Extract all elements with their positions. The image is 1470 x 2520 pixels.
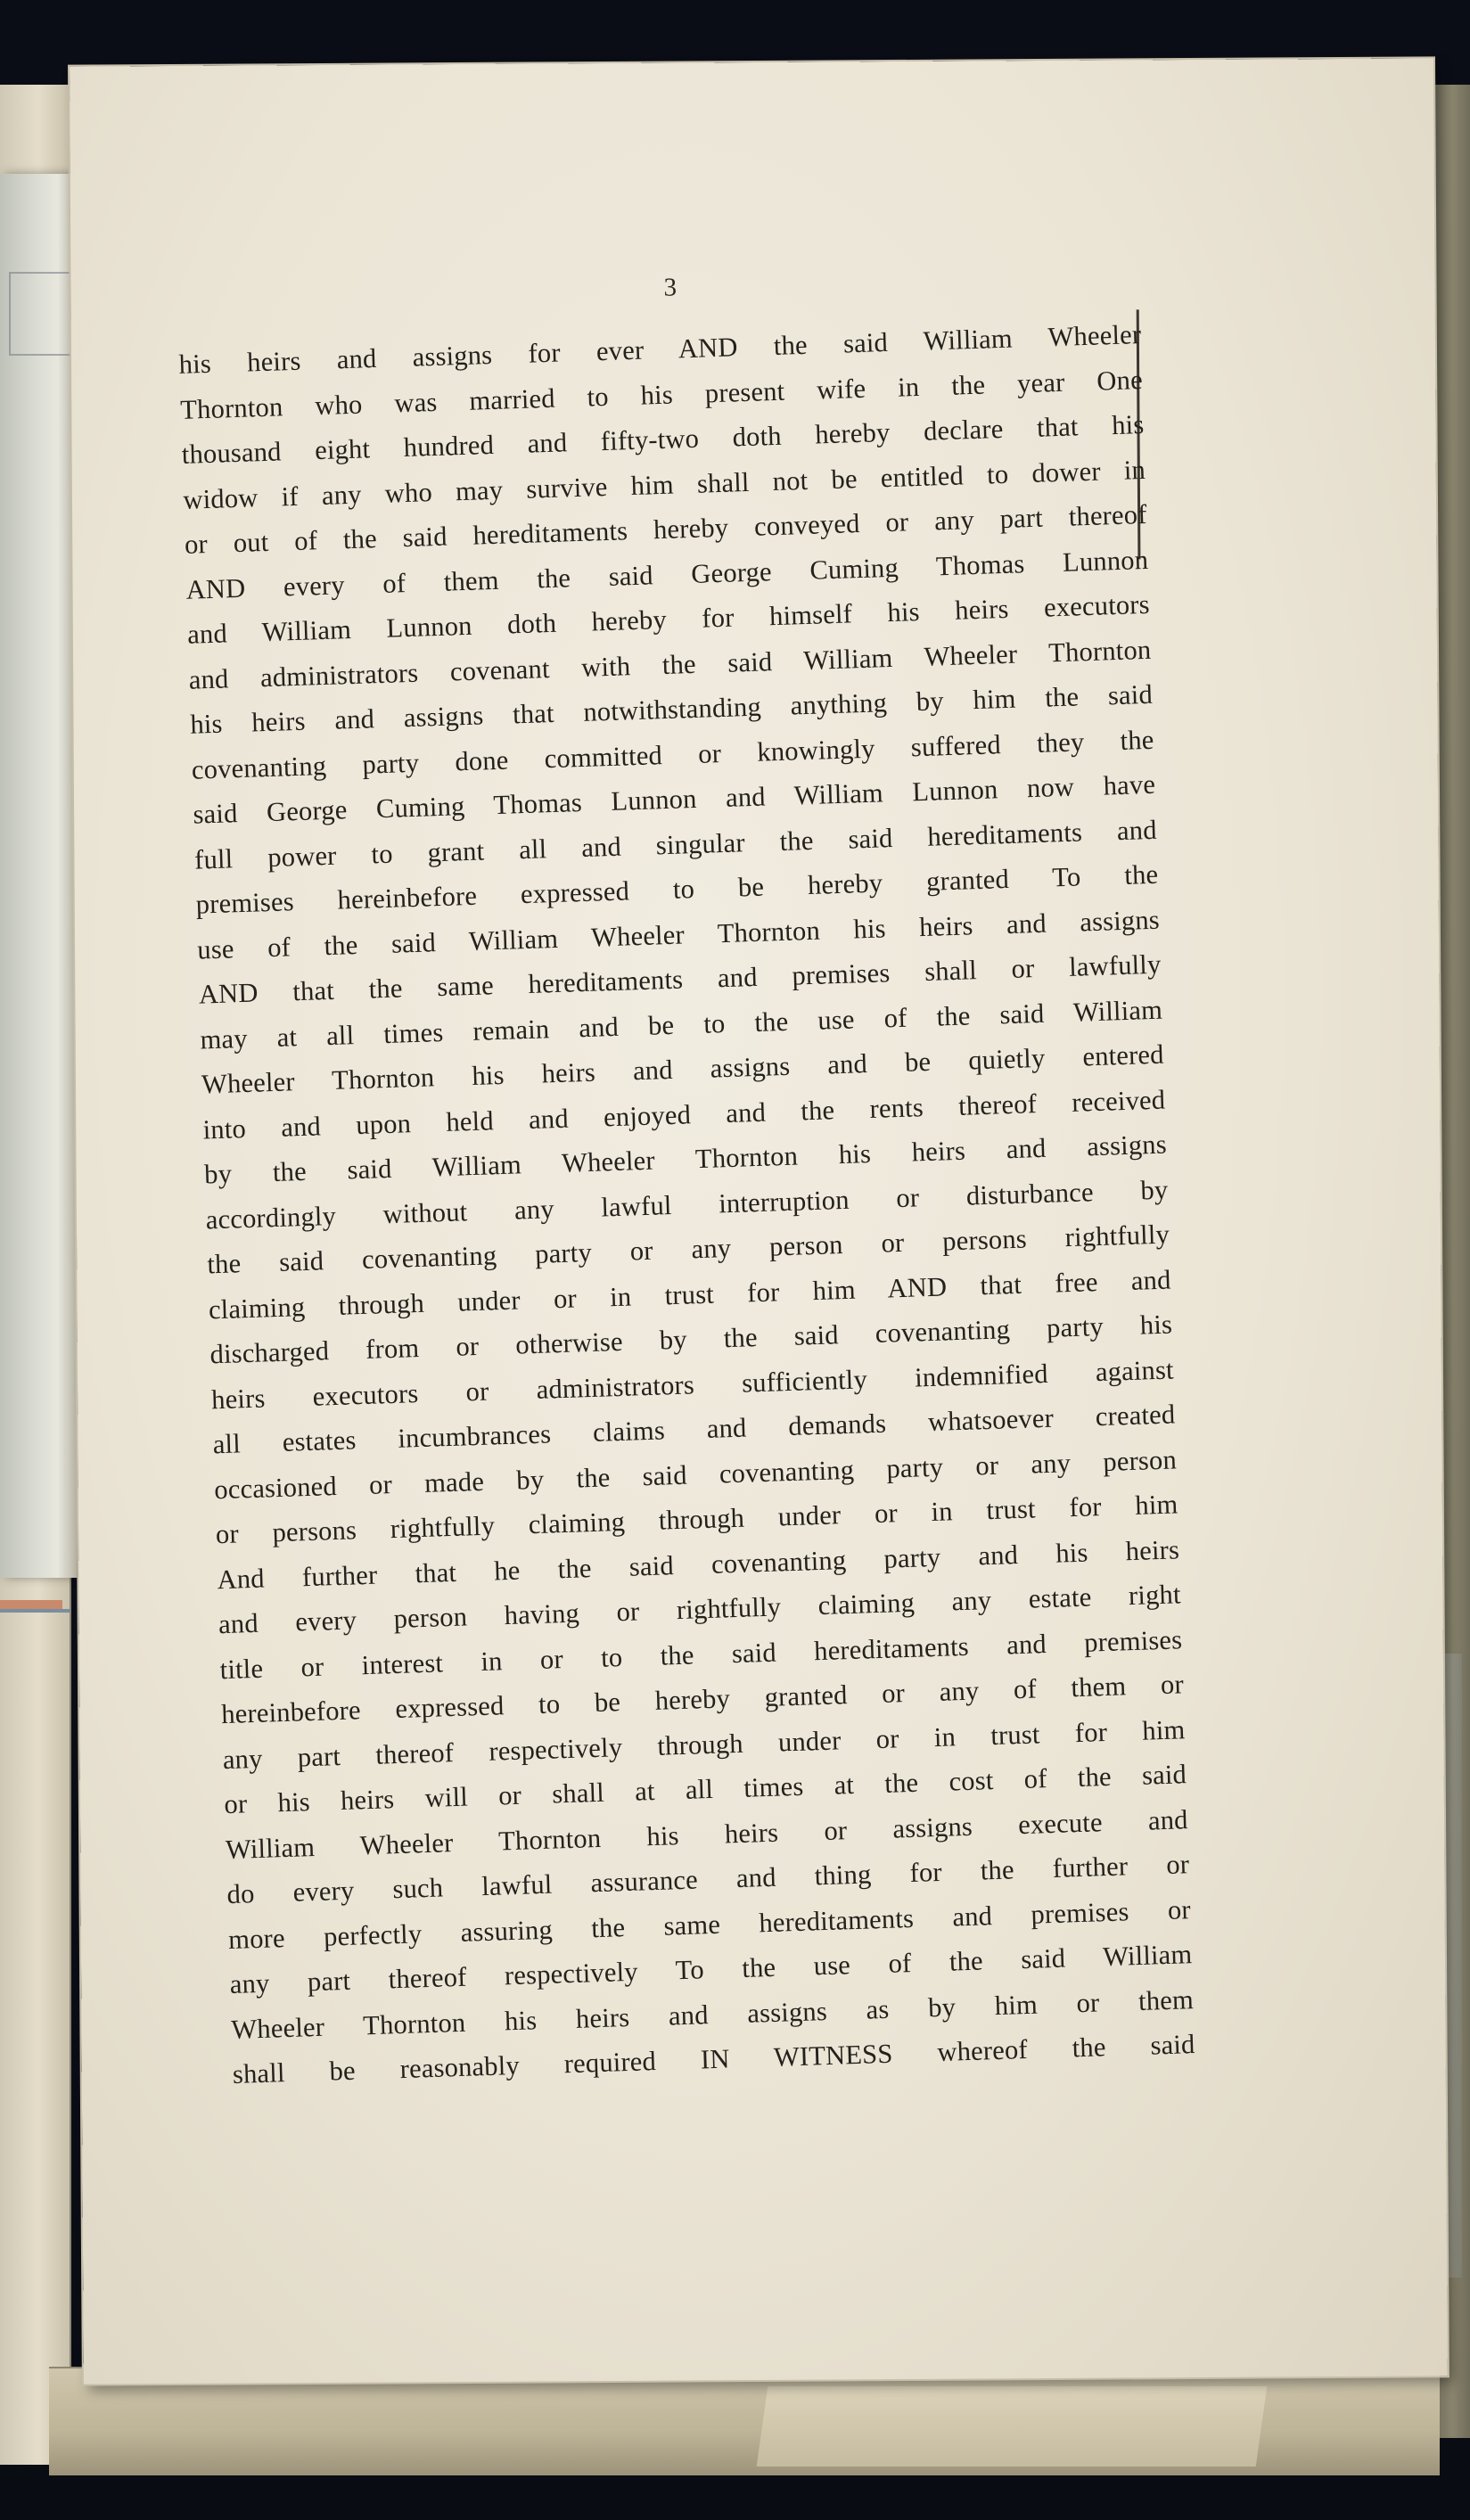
text-line: his heirs and assigns that notwithstanding anything by him the said xyxy=(189,678,1154,740)
text-line: AND that the same hereditaments and premises shall or lawfully xyxy=(198,948,1162,1010)
text-line: AND every of them the said George Cuming Thomas Lunnon xyxy=(185,544,1149,605)
text-line: Thornton who was married to his present wife in the year One xyxy=(179,364,1144,425)
text-line: Wheeler Thornton his heirs and assigns as by him or them xyxy=(230,1983,1195,2045)
text-line: William Wheeler Thornton his heirs or assigns execute and xyxy=(225,1803,1189,1865)
text-line: use of the said William Wheeler Thornton his heirs and assigns xyxy=(196,904,1161,965)
blue-tape-ribbon xyxy=(0,1609,70,1613)
text-line: or his heirs will or shall at all times at the cost of the said xyxy=(223,1759,1187,1820)
text-line: shall be reasonably required IN WITNESS whereof the said xyxy=(232,2029,1195,2089)
text-line: Wheeler Thornton his heirs and assigns and be quietly entered xyxy=(201,1038,1165,1100)
text-line: premises hereinbefore expressed to be hereby granted To the xyxy=(195,858,1159,920)
text-line: any part thereof respectively To the use of the said William xyxy=(229,1939,1193,2000)
text-line: thousand eight hundred and fifty-two doth hereby declare that his xyxy=(181,408,1145,470)
text-line: into and upon held and enjoyed and the rents thereof received xyxy=(202,1084,1166,1145)
text-line: may at all times remain and be to the use of the said William xyxy=(199,994,1163,1055)
text-line: covenanting party done committed or knowingly suffered they the xyxy=(191,724,1154,785)
text-line: full power to grant all and singular the said hereditaments and xyxy=(193,814,1158,875)
text-line: by the said William Wheeler Thornton his heirs and assigns xyxy=(203,1129,1168,1190)
text-line: hereinbefore expressed to be hereby granted or any of them or xyxy=(220,1669,1185,1730)
text-line: the said covenanting party or any person or persons rightfully xyxy=(206,1219,1170,1280)
left-folded-sheet xyxy=(0,174,79,1578)
text-line: and administrators covenant with the said William Wheeler Thornton xyxy=(188,634,1152,695)
text-line: his heirs and assigns for ever AND the said William Wheeler xyxy=(178,319,1142,380)
text-line: do every such lawful assurance and thing for the further or xyxy=(226,1849,1190,1910)
text-line: or persons rightfully claiming through under or in trust for him xyxy=(215,1489,1178,1550)
text-line: any part thereof respectively through under or in trust for him xyxy=(222,1713,1186,1775)
text-line: said George Cuming Thomas Lunnon and William Lunnon now have xyxy=(193,768,1156,830)
deed-page xyxy=(70,58,1448,2384)
text-line: and every person having or rightfully claiming any estate right xyxy=(218,1579,1182,1640)
text-line: occasioned or made by the said covenanting party or any person xyxy=(213,1443,1178,1505)
text-line: heirs executors or administrators sufficiently indemnified against xyxy=(210,1353,1175,1415)
text-line: all estates incumbrances claims and demands whatsoever created xyxy=(212,1399,1176,1460)
red-tape-ribbon xyxy=(0,1600,62,1609)
text-line: claiming through under or in trust for him AND that free and xyxy=(208,1263,1172,1325)
text-line: accordingly without any lawful interruption or disturbance by xyxy=(205,1174,1169,1235)
deed-text-block xyxy=(178,312,1195,2097)
bottom-folded-corner xyxy=(757,2386,1268,2467)
text-line: title or interest in or to the said hereditaments and premises xyxy=(219,1623,1183,1685)
text-line: widow if any who may survive him shall not be entitled to dower in xyxy=(182,454,1146,515)
text-line: discharged from or otherwise by the said covenanting party his xyxy=(209,1309,1173,1370)
text-line: and William Lunnon doth hereby for himself his heirs executors xyxy=(186,588,1151,650)
stamp-mark xyxy=(9,272,71,356)
text-line: or out of the said hereditaments hereby conveyed or any part thereof xyxy=(184,498,1148,560)
page-number: 3 xyxy=(663,273,678,302)
text-line: more perfectly assuring the same hereditaments and premises or xyxy=(227,1893,1192,1955)
text-line: And further that he the said covenanting party and his heirs xyxy=(216,1533,1180,1595)
